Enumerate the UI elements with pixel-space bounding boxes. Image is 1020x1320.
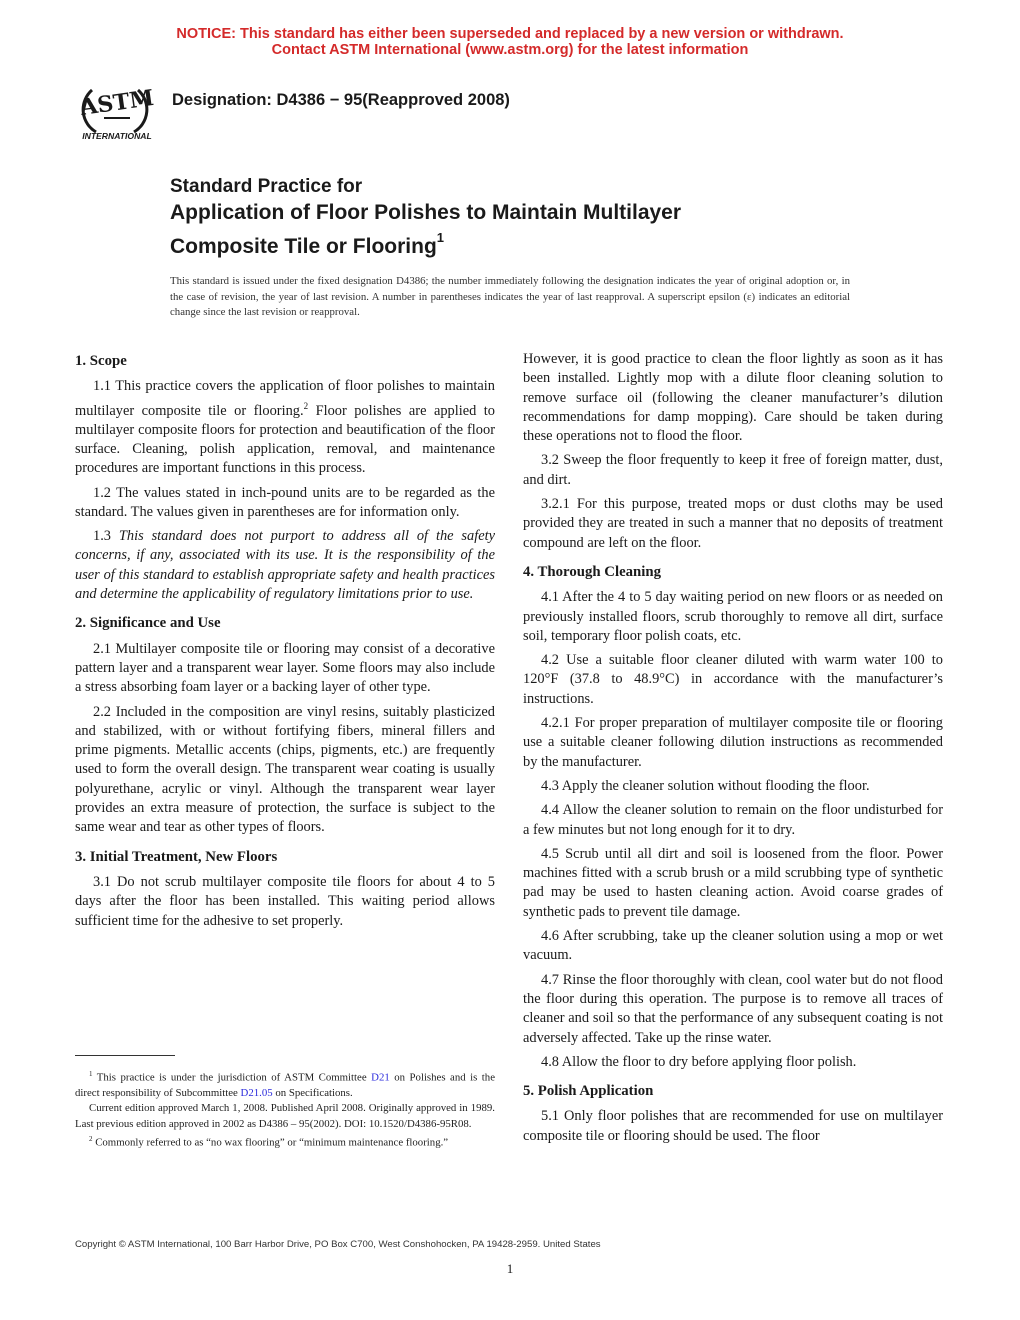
para-4-1: 4.1 After the 4 to 5 day waiting period on new floors or as needed on previously installed floors, scrub thoroughly to remove all dirt, surface soil, temporary floor polish coats, etc.: [523, 589, 943, 644]
para-4-3: 4.3 Apply the cleaner solution without flooding the floor.: [541, 777, 870, 794]
logo-wordmark: ASTM: [78, 84, 156, 121]
astm-logo: [74, 72, 160, 144]
para-3-1: 3.1 Do not scrub multilayer composite tile floors for about 4 to 5 days after the floor has been installed. This waiting period allows sufficient time for the adhesive to set properly.: [75, 873, 495, 929]
notice-banner: [0, 26, 1020, 58]
committee-link[interactable]: D21: [371, 1071, 390, 1084]
document-title: [170, 175, 681, 261]
title-line-2: Application of Floor Polishes to Maintain Multilayer: [170, 201, 682, 224]
footnote-rule: [75, 1055, 175, 1056]
page-number: 1: [506, 1261, 514, 1276]
copyright: Copyright © ASTM International, 100 Barr Harbor Drive, PO Box C700, West Conshohocken, PA 19428-2959. United States: [75, 1239, 601, 1250]
section-3-heading: 3. Initial Treatment, New Floors: [75, 848, 278, 865]
para-3-2: 3.2 Sweep the floor frequently to keep it free of foreign matter, dust, and dirt.: [523, 452, 943, 488]
para-4-7: 4.7 Rinse the floor thoroughly with clean, cool water but do not flood the floor during this operation. The purpose is to remove all traces of cleaner and soil so that the performance of any subsequent coating is not adversely affected. Take up the rinse water.: [523, 971, 943, 1046]
notice-line-2: Contact ASTM International (www.astm.org) for the latest information: [271, 42, 749, 58]
para-4-2-1: 4.2.1 For proper preparation of multilayer composite tile or flooring use a suitable cleaner following dilution instructions as recommended by the manufacturer.: [523, 715, 943, 770]
para-4-5: 4.5 Scrub until all dirt and soil is loosened from the floor. Power machines fitted with a scrub brush or a mild scrubbing type of synthetic pad may be used to hasten cleaning action. Avoid coarse grades of synthetic pads to prevent tile damage.: [523, 845, 943, 920]
para-3-1-cont: However, it is good practice to clean the floor lightly as soon as it has been installed. Lightly mop with a dilute floor cleaning solution to remove surface oil (following the cleaner manufacturer’s dilution recommendations for damp mopping). Care should be taken during these operations not to flood the floor.: [523, 351, 943, 445]
para-2-2: 2.2 Included in the composition are vinyl resins, suitably plasticized and stabilized, with or without fortifying fibers, mineral fillers and prime pigments. Metallic accents (chips, pigments, etc.) are frequently used to form the overall design. The transparent wear coating is usually polyurethane, acrylic or vinyl. Although the transparent wear layer provides an extra measure of protection, the surface is subject to the same wear and tear as other types of floors.: [75, 703, 495, 836]
right-column: [523, 350, 943, 1151]
para-1-1: 1.1 This practice covers the application of floor polishes to maintain multilayer composite tile or flooring.$^2$ Floor polishes are applied to multilayer composite floors for protection and beautification of the floor surface. Cleaning, polish application, removal, and maintenance procedures are important functions in this process.: [75, 378, 495, 477]
section-5-heading: 5. Polish Application: [523, 1083, 654, 1100]
logo-subtitle: INTERNATIONAL: [82, 131, 152, 141]
para-1-3: 1.3 This standard does not purport to address all of the safety concerns, if any, associated with its use. It is the responsibility of the user of this standard to establish appropriate safety and health practices and determine the applicability of regulatory limitations prior to use.: [75, 528, 495, 603]
footnotes: [75, 1067, 495, 1151]
para-1-2: 1.2 The values stated in inch-pound units are to be regarded as the standard. The values given in parentheses are for information only.: [75, 484, 495, 520]
para-3-2-1: 3.2.1 For this purpose, treated mops or dust cloths may be used provided they are treated in such a manner that no deposits of treatment compound are left on the floor.: [523, 496, 943, 551]
issued-note: This standard is issued under the fixed designation D4386; the number immediately following the designation indicates the year of original adoption or, in the case of revision, the year of last revision. A number in parentheses indicates the year of last reapproval. A superscript epsilon (ε) indicates an editorial change since the last revision or reapproval.: [170, 275, 850, 318]
para-4-6: 4.6 After scrubbing, take up the cleaner solution using a mop or wet vacuum.: [523, 928, 943, 964]
title-line-1: Standard Practice for: [170, 176, 363, 197]
title-footnote-mark: 1: [436, 230, 445, 245]
para-4-4: 4.4 Allow the cleaner solution to remain on the floor undisturbed for a few minutes but not long enough for it to dry.: [523, 802, 943, 838]
notice-line-1: NOTICE: This standard has either been superseded and replaced by a new version or withdrawn.: [176, 26, 844, 42]
subcommittee-link[interactable]: D21.05: [240, 1087, 273, 1099]
para-4-8: 4.8 Allow the floor to dry before applying floor polish.: [541, 1053, 857, 1070]
footnote-2: $^2$ Commonly referred to as “no wax flooring” or “minimum maintenance flooring.”: [89, 1135, 449, 1149]
title-line-3: Composite Tile or Flooring$^1$: [170, 230, 445, 258]
footnote-1-edition: Current edition approved March 1, 2008. Published April 2008. Originally approved in 1989. Last previous edition approved in 2002 as D4386 – 95(2002). DOI: 10.1520/D4386-95R08.: [75, 1102, 495, 1130]
section-1-heading: 1. Scope: [75, 353, 127, 369]
para-5-1: 5.1 Only floor polishes that are recommended for use on multilayer composite tile or flooring should be used. The floor: [523, 1108, 943, 1144]
section-2-heading: 2. Significance and Use: [75, 615, 221, 632]
footnote-1: $^1$ This practice is under the jurisdiction of ASTM Committee D21 on Polishes and is the direct responsibility of Subcommittee D21.05 on Specifications.: [75, 1070, 495, 1099]
para-4-2: 4.2 Use a suitable floor cleaner diluted with warm water 100 to 120°F (37.8 to 48.9°C) in accordance with the manufacturer’s instructions.: [523, 652, 943, 707]
left-column: [75, 350, 495, 936]
designation: Designation: D4386 − 95(Reapproved 2008): [172, 91, 510, 109]
para-2-1: 2.1 Multilayer composite tile or flooring may consist of a decorative pattern layer and a transparent wear layer. Some floors may also include a stress absorbing foam layer or a backing layer of other type.: [75, 640, 495, 696]
section-4-heading: 4. Thorough Cleaning: [523, 563, 662, 580]
